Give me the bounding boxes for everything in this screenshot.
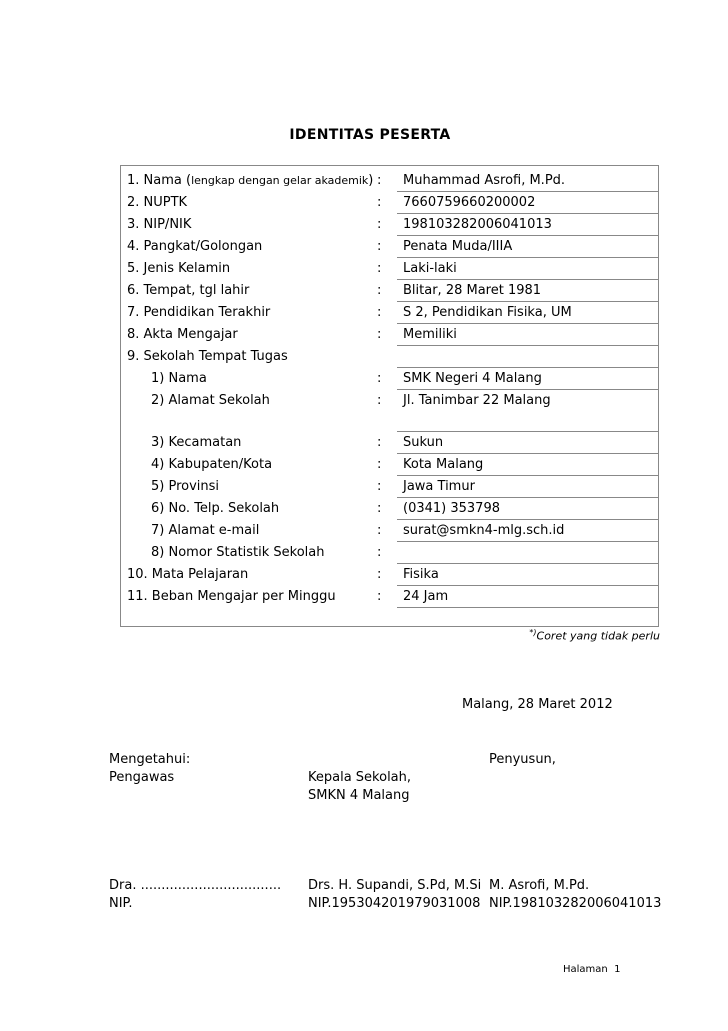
row-colon: : [377, 195, 382, 210]
row-colon: : [377, 393, 382, 408]
table-row [121, 214, 658, 236]
page-title: IDENTITAS PESERTA [289, 127, 451, 143]
row-label: 2) Alamat Sekolah [151, 393, 270, 408]
row-label: 8. Akta Mengajar [127, 327, 238, 342]
row-value: Penata Muda/IIIA [403, 239, 513, 254]
row-colon: : [377, 523, 382, 538]
table-row [121, 368, 658, 390]
row-label: 2. NUPTK [127, 195, 188, 210]
row-colon: : [377, 327, 382, 342]
penyusun-nip: NIP.198103282006041013 [489, 896, 662, 911]
kepala-label: Kepala Sekolah, [308, 770, 412, 785]
row-label: 4) Kabupaten/Kota [151, 457, 273, 472]
row-colon: : [377, 567, 382, 582]
footnote: *)Coret yang tidak perlu [529, 628, 660, 643]
identity-table [120, 165, 659, 627]
pengawas-name: Dra. .................................. [109, 878, 282, 893]
row-label: 6. Tempat, tgl lahir [127, 283, 250, 298]
table-row [121, 432, 658, 454]
table-row [121, 454, 658, 476]
penyusun-name: M. Asrofi, M.Pd. [489, 878, 590, 893]
row-label: 1) Nama [151, 371, 207, 386]
row-colon: : [377, 545, 382, 560]
row-label: 3) Kecamatan [151, 435, 242, 450]
table-row [121, 192, 658, 214]
table-row [121, 346, 658, 368]
row-label: 9. Sekolah Tempat Tugas [127, 349, 288, 364]
row-value: Muhammad Asrofi, M.Pd. [403, 173, 566, 188]
row-colon: : [377, 479, 382, 494]
row-value: Kota Malang [403, 457, 484, 472]
row-label: 5. Jenis Kelamin [127, 261, 231, 276]
row-label: 8) Nomor Statistik Sekolah [151, 545, 325, 560]
table-row [121, 498, 658, 520]
row-value: 24 Jam [403, 589, 449, 604]
table-row [121, 302, 658, 324]
place-date: Malang, 28 Maret 2012 [462, 697, 613, 712]
table-row [121, 476, 658, 498]
pengawas-nip: NIP. [109, 896, 133, 911]
row-colon: : [377, 589, 382, 604]
row-divider [397, 607, 658, 608]
row-label: 1. Nama (lengkap dengan gelar akademik) [127, 173, 374, 188]
row-nama [121, 170, 658, 192]
row-label: 3. NIP/NIK [127, 217, 192, 232]
row-value: Memiliki [403, 327, 457, 342]
row-colon: : [377, 261, 382, 276]
row-colon: : [377, 283, 382, 298]
row-colon: : [377, 239, 382, 254]
row-label: 10. Mata Pelajaran [127, 567, 249, 582]
table-row [121, 542, 658, 564]
kepala-name: Drs. H. Supandi, S.Pd, M.Si [308, 878, 482, 893]
table-row [121, 236, 658, 258]
table-row [121, 324, 658, 346]
table-row [121, 258, 658, 280]
row-colon: : [377, 305, 382, 320]
table-row [121, 280, 658, 302]
row-colon: : [377, 501, 382, 516]
row-colon: : [377, 217, 382, 232]
mengetahui-label: Mengetahui: [109, 752, 191, 767]
row-label: 7. Pendidikan Terakhir [127, 305, 271, 320]
row-value: 7660759660200002 [403, 195, 536, 210]
row-value: surat@smkn4-mlg.sch.id [403, 523, 565, 538]
row-colon: : [377, 435, 382, 450]
row-value: Fisika [403, 567, 439, 582]
kepala-nip: NIP.195304201979031008 [308, 896, 481, 911]
row-value: (0341) 353798 [403, 501, 500, 516]
row-value: Jawa Timur [403, 479, 475, 494]
row-value: S 2, Pendidikan Fisika, UM [403, 305, 572, 320]
row-value: Jl. Tanimbar 22 Malang [403, 393, 551, 408]
row-value: 198103282006041013 [403, 217, 552, 232]
row-value: Laki-laki [403, 261, 457, 276]
row-value: Blitar, 28 Maret 1981 [403, 283, 542, 298]
page-footer: Halaman 1 [563, 964, 621, 975]
row-label: 11. Beban Mengajar per Minggu [127, 589, 336, 604]
table-row [121, 586, 658, 608]
table-row [121, 564, 658, 586]
table-row [121, 520, 658, 542]
row-colon: : [377, 457, 382, 472]
school-label: SMKN 4 Malang [308, 788, 410, 803]
row-value: SMK Negeri 4 Malang [403, 371, 542, 386]
row-label: 6) No. Telp. Sekolah [151, 501, 280, 516]
row-label: 4. Pangkat/Golongan [127, 239, 263, 254]
table-row [121, 390, 658, 432]
pengawas-label: Pengawas [109, 770, 175, 785]
row-value: Sukun [403, 435, 444, 450]
penyusun-label: Penyusun, [489, 752, 556, 767]
row-colon: : [377, 173, 382, 188]
row-label: 7) Alamat e-mail [151, 523, 260, 538]
row-label: 5) Provinsi [151, 479, 220, 494]
row-colon: : [377, 371, 382, 386]
